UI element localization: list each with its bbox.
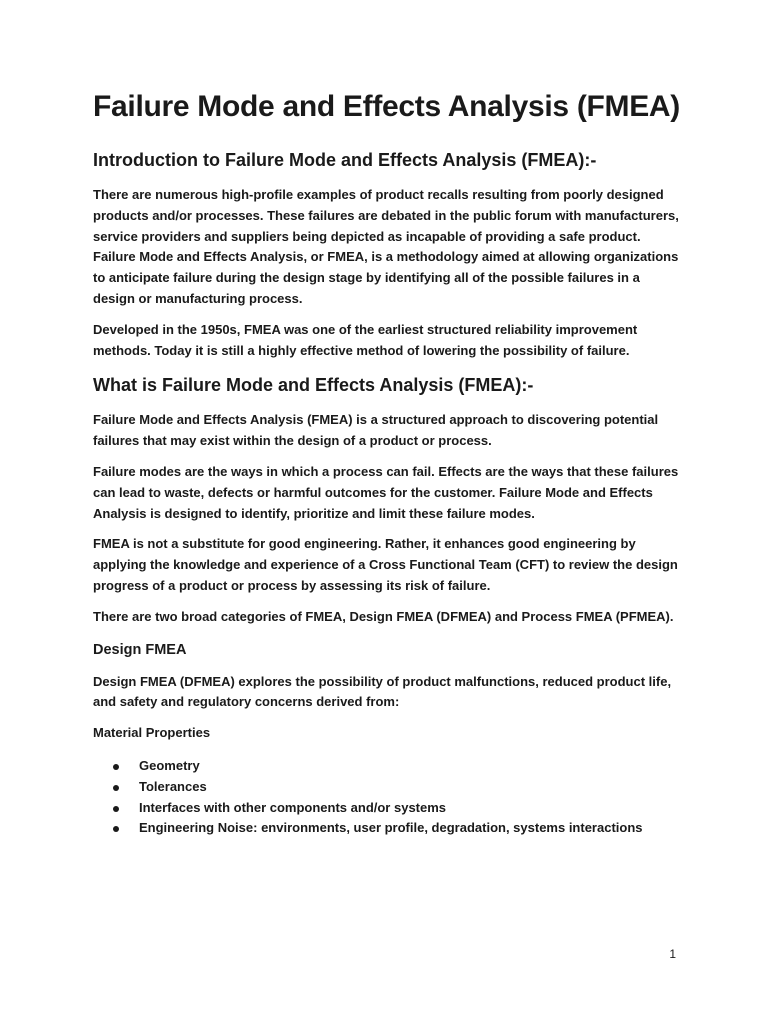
bullet-icon — [113, 764, 119, 770]
what-paragraph-1: Failure Mode and Effects Analysis (FMEA) is a structured approach to discovering potential failures that may exist within the design of a product or process. — [93, 412, 659, 449]
intro-paragraph-2: Developed in the 1950s, FMEA was one of the earliest structured reliability improvement methods. Today it is still a highly effective method of lowering the possibility of failure. — [93, 321, 638, 358]
list-item-text: Interfaces with other components and/or systems — [139, 799, 447, 815]
document-page — [93, 88, 683, 839]
bullet-icon — [113, 826, 119, 832]
design-factor-list — [93, 756, 683, 839]
what-paragraph-3: FMEA is not a substitute for good engineering. Rather, it enhances good engineering by applying the knowledge and experience of a Cross Functional Team (CFT) to review the design progress of a product or process by assessing its risk of failure. — [93, 536, 678, 593]
page-number: 1 — [669, 947, 676, 961]
what-paragraph-4: There are two broad categories of FMEA, Design FMEA (DFMEA) and Process FMEA (PFMEA). — [93, 608, 674, 624]
what-heading: What is Failure Mode and Effects Analysis (FMEA):- — [93, 375, 534, 396]
design-heading: Design FMEA — [93, 641, 187, 658]
list-item — [113, 818, 683, 839]
design-list-label: Material Properties — [93, 725, 211, 741]
bullet-icon — [113, 806, 119, 812]
list-item — [113, 798, 683, 819]
design-paragraph-1: Design FMEA (DFMEA) explores the possibility of product malfunctions, reduced product life, and safety and regulatory concerns derived from: — [93, 673, 672, 710]
list-item-text: Tolerances — [139, 778, 207, 794]
bullet-icon — [113, 785, 119, 791]
what-paragraph-2: Failure modes are the ways in which a process can fail. Effects are the ways that these failures can lead to waste, defects or harmful outcomes for the customer. Failure Mode and Effects Analysis is designed to identify, prioritize and limit these failure modes. — [93, 463, 679, 521]
list-item — [113, 756, 683, 777]
document-title: Failure Mode and Effects Analysis (FMEA) — [93, 90, 680, 123]
intro-heading: Introduction to Failure Mode and Effects Analysis (FMEA):- — [93, 150, 597, 170]
intro-paragraph-1: There are numerous high-profile examples of product recalls resulting from poorly designed products and/or processes. These failures are debated in the public forum with manufacturers, service providers and suppliers being depicted as incapable of providing a safe product. Failure Mode and Effects Analysis, or FMEA, is a methodology aimed at allowing organizations to anticipate failure during the design stage by identifying all of the possible failures in a design or manufacturing process. — [93, 187, 679, 306]
list-item — [113, 777, 683, 798]
list-item-text: Engineering Noise: environments, user profile, degradation, systems interactions — [139, 820, 643, 836]
list-item-text: Geometry — [139, 757, 200, 773]
